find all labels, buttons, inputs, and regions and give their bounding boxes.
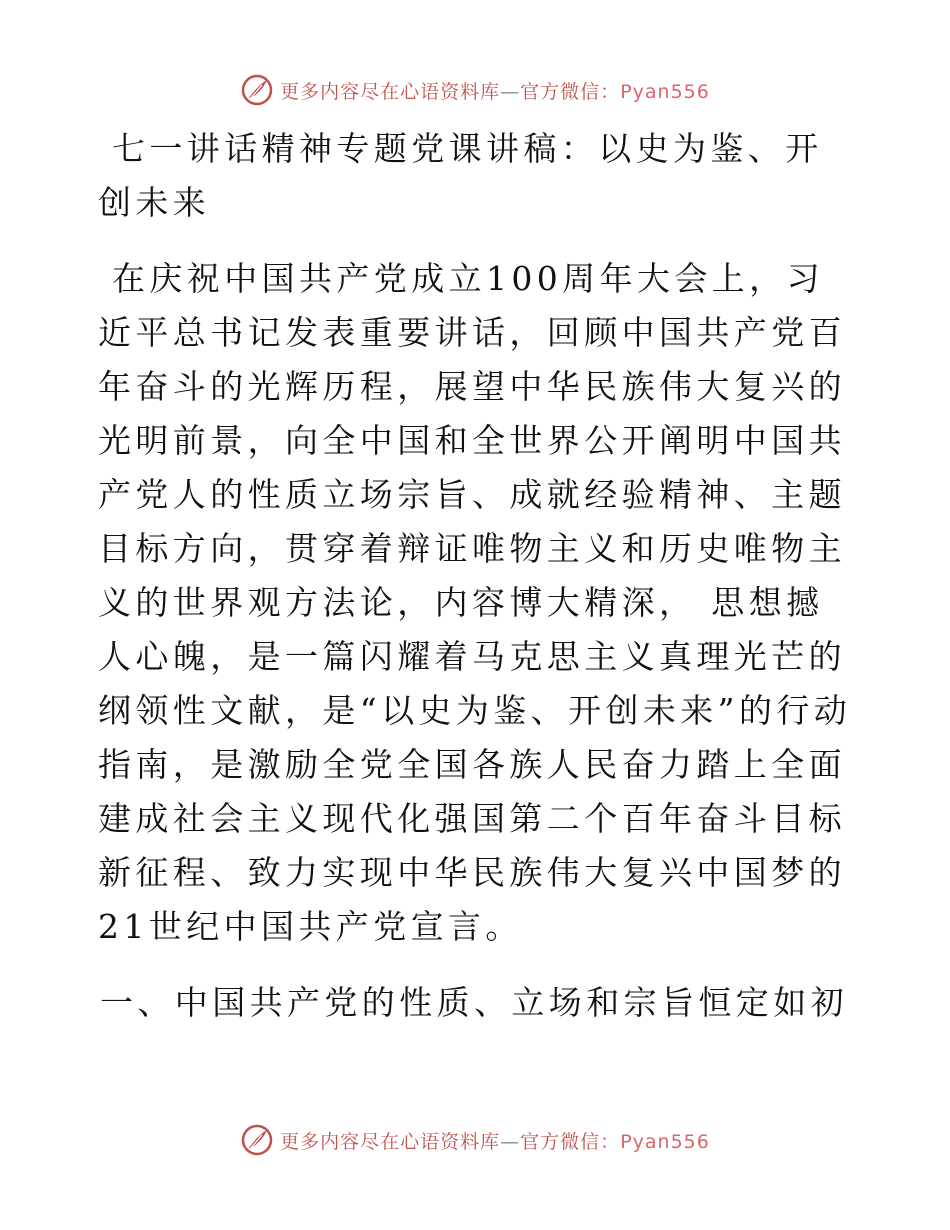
feather-pen-logo-icon: [240, 73, 274, 107]
feather-pen-logo-icon: [240, 1123, 274, 1157]
watermark-official: 官方微信：: [520, 80, 621, 103]
watermark-official: 官方微信：: [520, 1130, 621, 1153]
watermark-banner-bottom: [0, 1120, 950, 1160]
watermark-id: Pyan556: [620, 1130, 710, 1153]
watermark-text: 更多内容尽在心语资料库: [280, 1130, 501, 1153]
document-paragraph: 在庆祝中国共产党成立100周年大会上，习近平总书记发表重要讲话，回顾中国共产党百年奋斗的光辉历程，展望中华民族伟大复兴的光明前景，向全中国和全世界公开阐明中国共产党人的性质立场宗旨、成就经验精神、主题目标方向，贯穿着辩证唯物主义和历史唯物主义的世界观方法论，内容博大精深， 思想撼人心魄，是一篇闪耀着马克思主义真理光芒的纲领性文献，是“以史为鉴、开创未来”的行动指南，是激励全党全国各族人民奋力踏上全面建成社会主义现代化强国第二个百年奋斗目标新征程、致力实现中华民族伟大复兴中国梦的21世纪中国共产党宣言。: [98, 259, 852, 946]
watermark-dash: —: [500, 1130, 521, 1153]
watermark-text: 更多内容尽在心语资料库: [280, 80, 501, 103]
section-heading: 一、中国共产党的性质、立场和宗旨恒定如初: [100, 983, 848, 1022]
document-title: 七一讲话精神专题党课讲稿：以史为鉴、开创未来: [98, 129, 823, 222]
watermark-label: [280, 77, 710, 104]
document-body: [98, 122, 858, 1030]
watermark-dash: —: [500, 80, 521, 103]
watermark-banner-top: [0, 70, 950, 110]
watermark-label: [280, 1127, 710, 1154]
watermark-id: Pyan556: [620, 80, 710, 103]
